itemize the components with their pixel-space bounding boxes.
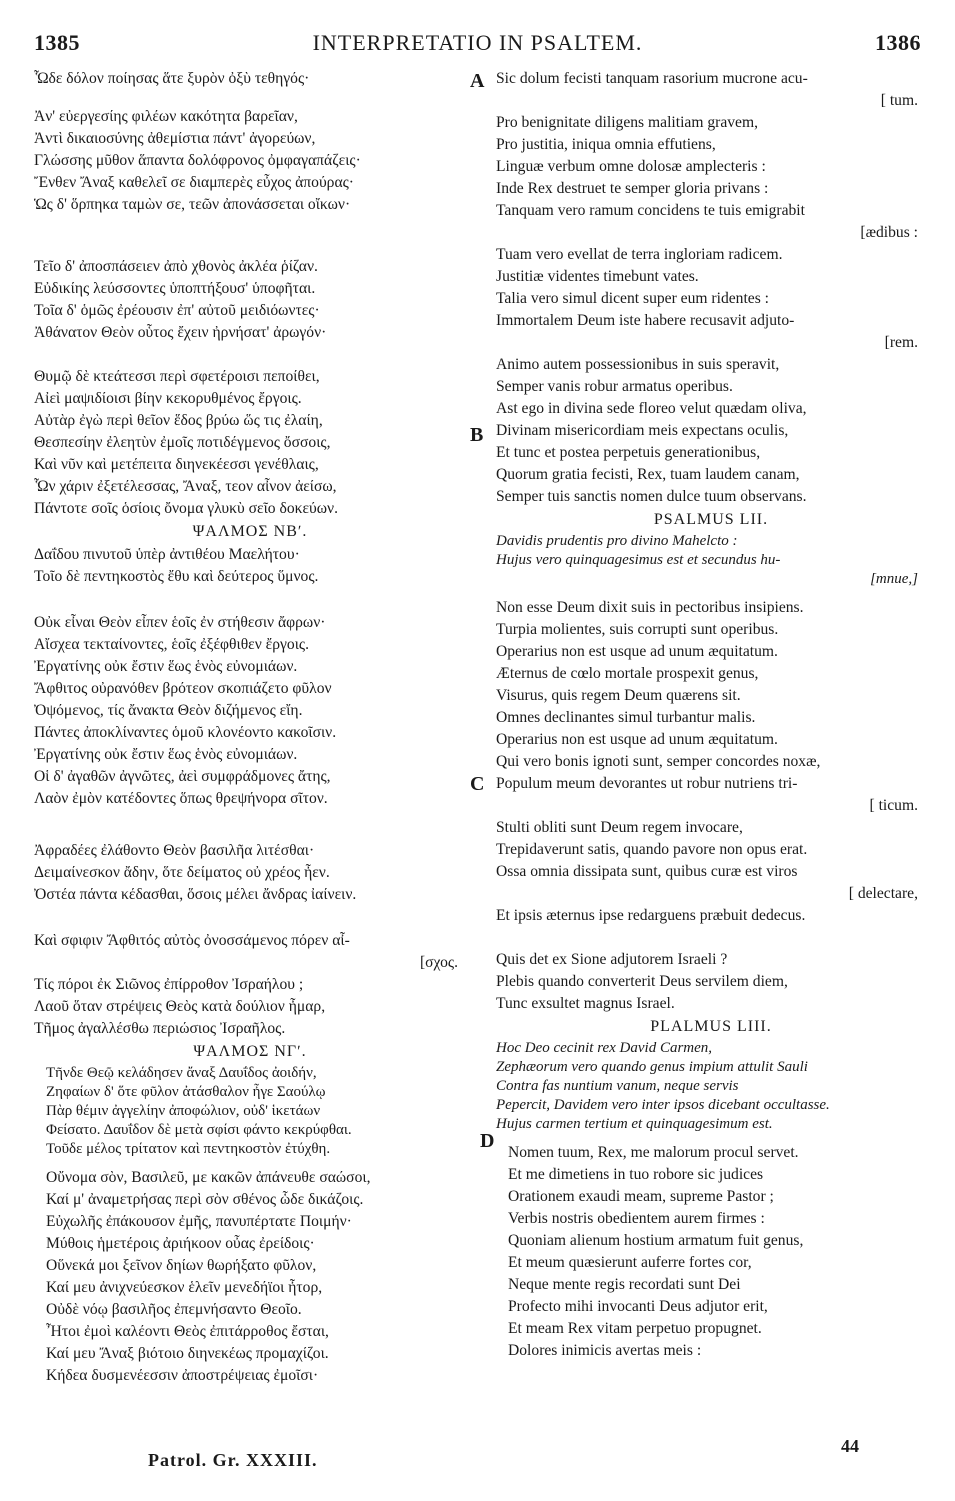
greek-block-3 xyxy=(34,256,466,344)
latin-line: [mnue,] xyxy=(870,571,918,587)
running-title: INTERPRETATIO IN PSALTEM. xyxy=(312,30,643,55)
latin-line: Tunc exsultet magnus Israel. xyxy=(496,995,675,1012)
greek-line: Καὶ σφιφιν Ἄφθιτός αὐτὸς ὀνοσσάμενος πόρεν αἶ- xyxy=(34,932,350,949)
greek-line: Τῆνδε Θεῷ κελάδησεν ἄναξ Δαυΐδος ἀοιδήν, xyxy=(46,1065,317,1081)
latin-line: Contra fas nuntium vanum, neque servis xyxy=(496,1078,739,1094)
latin-psalm-52-body-2 xyxy=(496,817,926,927)
greek-line: Αἴσχεα τεκταίνοντες, ἑοῖς ἐξέφθιθεν ἔργοις. xyxy=(34,636,309,653)
latin-line: Tuam vero evellat de terra ingloriam radicem. xyxy=(496,246,783,263)
latin-line: Immortalem Deum iste habere recusavit adjuto- xyxy=(496,312,795,329)
latin-line: Hujus vero quinquagesimus est et secundus hu- xyxy=(496,552,781,568)
greek-line: Τοῖα δ' ὁμῶς ἐρέουσιν ἐπ' αὐτοῦ μειδιόωντες· xyxy=(34,302,320,319)
greek-psalm-52-body xyxy=(34,612,466,810)
latin-line: Justitiæ videntes timebunt vates. xyxy=(496,268,699,285)
latin-line: Nomen tuum, Rex, me malorum procul servet. xyxy=(508,1144,799,1161)
latin-line: Operarius non est usque ad unum æquitatum. xyxy=(496,731,778,748)
greek-line: Τεῖο δ' ἀποσπάσειεν ἀπὸ χθονὸς ἀκλέα ῥίζαν. xyxy=(34,258,318,275)
latin-line: Quis det ex Sione adjutorem Israeli ? xyxy=(496,951,728,968)
greek-line: Φείσατο. Δαυΐδον δὲ μετὰ σφίσι φάντο κεκρύφθαι. xyxy=(46,1122,352,1138)
greek-line: Πάντοτε σοῖς ὁσίοις ὄνομα γλυκὺ σεῖο δοκεύων. xyxy=(34,500,338,517)
greek-block-2 xyxy=(34,106,466,216)
latin-line: Inde Rex destruet te semper gloria privans : xyxy=(496,180,769,197)
footer-sheet-number: 44 xyxy=(841,1436,859,1456)
greek-line: Τίς πόροι ἐκ Σιῶνος ἐπίρροθον Ἰσραήλου ; xyxy=(34,976,304,993)
latin-psalm-53-title: PLALMUS LIII. xyxy=(650,1018,772,1035)
page-number-left: 1385 xyxy=(34,30,80,55)
latin-line: Zephæorum vero quando genus impium attulit Sauli xyxy=(496,1059,808,1075)
latin-line: [ tum. xyxy=(880,92,918,109)
latin-line: Turpia molientes, suis corrupti sunt operibus. xyxy=(496,621,779,638)
greek-line: Ἔνθεν Ἄναξ καθελεῖ σε διαμπερὲς εὖχος ἀπούρας· xyxy=(34,174,354,191)
latin-line: Dolores inimicis avertas meis : xyxy=(508,1342,702,1359)
latin-line: Semper vanis robur armatus operibus. xyxy=(496,378,733,395)
greek-psalm-53-body xyxy=(34,1167,466,1387)
latin-line: Quoniam alienum hostium armatum fuit genus, xyxy=(508,1232,804,1249)
greek-line: Ζηφαίων δ' ὅτε φῦλον ἀτάσθαλον ἦγε Σαούλῳ xyxy=(46,1084,326,1100)
latin-psalm-52-title: PSALMUS LII. xyxy=(653,511,769,528)
latin-line: Et meum quæsierunt auferre fortes cor, xyxy=(508,1254,752,1271)
latin-line: Qui vero bonis ignoti sunt, semper concordes noxæ, xyxy=(496,753,821,770)
latin-line: Linguæ verbum omne dolosæ amplecteris : xyxy=(496,158,766,175)
margin-letter-d: D xyxy=(480,1130,495,1152)
margin-letter-c: C xyxy=(470,773,485,795)
greek-column xyxy=(34,68,466,1387)
latin-line: Talia vero simul dicent super eum ridentes : xyxy=(496,290,770,307)
latin-line: Animo autem possessionibus in suis speravit, xyxy=(496,356,780,373)
greek-line: Αἰεὶ μαψιδίοισι βίην κεκορυθμένος ἔργοις. xyxy=(34,390,302,407)
latin-line: Et tunc et postea perpetuis generationibus, xyxy=(496,444,761,461)
greek-line: Ἐργατίνης οὐκ ἔστιν ἕως ἑνὸς εὐνομιάων. xyxy=(34,746,298,763)
latin-block-4 xyxy=(496,354,926,508)
greek-line: Εὐδικίης λεύσσοντες ὑποπτήξουσ' ὑποφῆται. xyxy=(34,280,316,297)
latin-line: Ossa omnia dissipata sunt, quibus curæ est viros xyxy=(496,863,798,880)
latin-line: Davidis prudentis pro divino Mahelcto : xyxy=(496,533,738,549)
greek-psalm-53-title: ΨΑΛΜΟΣ ΝΓʹ. xyxy=(193,1043,307,1060)
latin-line: Pro benignitate diligens malitiam gravem, xyxy=(496,114,759,131)
running-header xyxy=(0,30,955,60)
greek-line: Τοῖο δὲ πεντηκοστὸς ἔθυ καὶ δεύτερος ὕμνος. xyxy=(34,568,319,585)
latin-column xyxy=(496,68,926,1362)
latin-psalm-52-body-3 xyxy=(496,949,926,1015)
greek-psalm-52-intro xyxy=(34,544,466,588)
latin-line: Visurus, quis regem Deum quærens sit. xyxy=(496,687,741,704)
latin-line: Trepidaverunt satis, quando pavore non opus erat. xyxy=(496,841,808,858)
greek-block-4 xyxy=(34,366,466,520)
latin-line: Verbis nostris obedientem aurem firmes : xyxy=(508,1210,765,1227)
greek-line: Θεσπεσίην ἐλεητὺν ἐμοῖς ποτιδέγμενος ὄσσοις, xyxy=(34,434,331,451)
greek-line: Τοῦδε μέλος τρίτατον καὶ πεντηκοστὸν ἐτύχθη. xyxy=(46,1141,331,1157)
latin-line: Et meam Rex vitam perpetuo propugnet. xyxy=(508,1320,762,1337)
latin-line: Hujus carmen tertium et quinquagesimum est. xyxy=(496,1116,773,1132)
latin-line: [ delectare, xyxy=(848,885,918,902)
greek-line: Ἀν' εὐεργεσίης φιλέων κακότητα βαρεῖαν, xyxy=(34,108,298,125)
greek-line: Οἱ δ' ἀγαθῶν ἀγνῶτες, ἀεὶ συμφράδμονες ἄτης, xyxy=(34,768,331,785)
latin-block-2 xyxy=(496,112,926,244)
greek-line: Ὧδε δόλον ποίησας ἅτε ξυρὸν ὀξὺ τεθηγός· xyxy=(34,70,310,87)
latin-line: Æternus de cœlo mortale prospexit genus, xyxy=(496,665,759,682)
greek-line: Ἀφραδέες ἐλάθοντο Θεὸν βασιλῆα λιτέσθαι· xyxy=(34,842,315,859)
latin-line: Quorum gratia fecisti, Rex, tuam laudem canam, xyxy=(496,466,800,483)
latin-line: Sic dolum fecisti tanquam rasorium mucrone acu- xyxy=(496,70,808,87)
greek-line: Ὧν χάριν ἐξετέλεσσας, Ἄναξ, τεον αἶνον ἀείσω, xyxy=(34,478,337,495)
greek-line: Τῆμος ἀγαλλέσθω περιώσιος Ἰσραῆλος. xyxy=(34,1020,286,1037)
latin-line: Populum meum devorantes ut robur nutriens tri- xyxy=(496,775,798,792)
greek-line: Κήδεα δυσμενέεσσιν ἀποστρέψειας ἐμοῖσι· xyxy=(46,1367,319,1384)
greek-line: Ἄφθιτος οὐρανόθεν βρότεον σκοπιάζετο φῦλον xyxy=(34,680,332,697)
greek-line: Οὔνομα σὸν, Βασιλεῦ, με κακῶν ἀπάνευθε σαώσοι, xyxy=(46,1169,371,1186)
greek-psalm-53-intro xyxy=(34,1064,466,1159)
greek-line: Καί μευ Ἄναξ βιότοιο διηνεκέως προμαχίζοι. xyxy=(46,1345,329,1362)
greek-line: Δαΐδου πινυτοῦ ὑπὲρ ἀντιθέου Μαελήτου· xyxy=(34,546,300,563)
latin-line: Divinam misericordiam meis expectans oculis, xyxy=(496,422,789,439)
latin-line: Tanquam vero ramum concidens te tuis emigrabit xyxy=(496,202,805,219)
latin-line: [ædibus : xyxy=(860,224,918,241)
latin-line: Ast ego in divina sede floreo velut quædam oliva, xyxy=(496,400,807,417)
latin-line: Pepercit, Davidem vero inter ipsos dicebant occultasse. xyxy=(496,1097,830,1113)
latin-psalm-52-intro xyxy=(496,532,926,589)
greek-line: Ἦτοι ἐμοὶ καλέοντι Θεὸς ἐπιτάρροθος ἔσται, xyxy=(46,1323,329,1340)
greek-line: Πάντες ἀποκλίναντες ὁμοῦ κλονέοντο κακοῖσιν. xyxy=(34,724,337,741)
greek-line: Καί μ' ἀναμετρήσας περὶ σὸν σθένος ὧδε δικάζοις. xyxy=(46,1191,364,1208)
page-number-right: 1386 xyxy=(875,30,921,55)
greek-line: Καί μευ ἀνιχνεύεσκον ἑλεῖν μενεδήϊοι ἦτορ, xyxy=(46,1279,323,1296)
latin-line: [ ticum. xyxy=(869,797,918,814)
latin-line: Profecto mihi invocanti Deus adjutor erit, xyxy=(508,1298,768,1315)
greek-line: Πὰρ θέμιν ἀγγελίην ἀποφώλιον, οὐδ' ἱκετάων xyxy=(46,1103,321,1119)
latin-block-3 xyxy=(496,244,926,354)
greek-line: Οὐκ εἶναι Θεὸν εἶπεν ἑοῖς ἐν στήθεσιν ἄφρων· xyxy=(34,614,326,631)
latin-line: Et me dimetiens in tuo robore sic judices xyxy=(508,1166,764,1183)
margin-letter-a: A xyxy=(470,70,485,92)
latin-psalm-53-body xyxy=(496,1142,926,1362)
greek-psalm-52-body-3 xyxy=(34,930,466,974)
greek-line: Καὶ νῦν καὶ μετέπειτα διηνεκέεσσι γενέθλαις, xyxy=(34,456,319,473)
greek-line: Ὀψόμενος, τίς ἄνακτα Θεὸν διζήμενος εἴη. xyxy=(34,702,303,719)
greek-line: Αὐτὰρ ἐγὼ περὶ θεῖον ἕδος βρύω ὥς τις ἐλαίη, xyxy=(34,412,323,429)
greek-block-1 xyxy=(34,68,466,90)
greek-line: Θυμῷ δὲ κτεάτεσσι περὶ σφετέροισι πεποίθει, xyxy=(34,368,320,385)
greek-line: Ἀντὶ δικαιοσύνης ἀθεμίστια πάντ' ἀγορεύων, xyxy=(34,130,316,147)
latin-psalm-52-body xyxy=(496,597,926,817)
greek-psalm-52-body-4 xyxy=(34,974,466,1040)
greek-line: Δειμαίνεσκον ἄδην, ὅτε δείματος οὐ χρέος ἦεν. xyxy=(34,864,330,881)
greek-line: Ἀθάνατον Θεὸν οὗτος ἔχειν ἠρνήσατ' ἀρωγόν· xyxy=(34,324,327,341)
greek-line: [σχος. xyxy=(419,954,458,971)
latin-line: Hoc Deo cecinit rex David Carmen, xyxy=(496,1040,713,1056)
greek-psalm-52-title: ΨΑΛΜΟΣ ΝΒʹ. xyxy=(192,523,308,540)
greek-line: Ἐργατίνης οὐκ ἔστιν ἕως ἑνὸς εὐνομιάων. xyxy=(34,658,298,675)
latin-line: Orationem exaudi meam, supreme Pastor ; xyxy=(508,1188,774,1205)
latin-line: Plebis quando converterit Deus servilem diem, xyxy=(496,973,788,990)
latin-line: Stulti obliti sunt Deum regem invocare, xyxy=(496,819,743,836)
greek-line: Οὐδὲ νόῳ βασιλῆος ἐπεμνήσαντο Θεοῖο. xyxy=(46,1301,302,1318)
footer-signature: Patrol. Gr. XXXIII. xyxy=(148,1450,318,1470)
greek-line: Μύθοις ἡμετέροις ἀριήκοον οὖας ἐρείδοις· xyxy=(46,1235,315,1252)
greek-line: Λαὸν ἐμὸν κατέδοντες ὅπως θρεψήνορα σῖτον. xyxy=(34,790,328,807)
latin-psalm-53-intro xyxy=(496,1039,926,1134)
latin-line: Semper tuis sanctis nomen dulce tuum observans. xyxy=(496,488,807,505)
greek-line: Ὡς δ' ὅρπηκα ταμὼν σε, τεῶν ἀπονάσσεται οἴκων· xyxy=(34,196,351,213)
latin-line: Neque mente regis recordati sunt Dei xyxy=(508,1276,741,1293)
greek-psalm-52-body-2 xyxy=(34,840,466,906)
greek-line: Λαοῦ ὅταν στρέψεις Θεὸς κατὰ δούλιον ἦμαρ, xyxy=(34,998,326,1015)
margin-letter-b: B xyxy=(470,424,484,446)
latin-line: [rem. xyxy=(884,334,918,351)
latin-line: Pro justitia, iniqua omnia effutiens, xyxy=(496,136,716,153)
latin-block-1 xyxy=(496,68,926,112)
greek-line: Γλώσσης μῦθον ἅπαντα δολόφρονος ὀμφαγαπάζεις· xyxy=(34,152,361,169)
latin-line: Omnes declinantes simul turbantur malis. xyxy=(496,709,756,726)
greek-line: Οὕνεκά μοι ξεῖνον δηίων θωρήξατο φῦλον, xyxy=(46,1257,317,1274)
latin-line: Et ipsis æternus ipse redarguens præbuit dedecus. xyxy=(496,907,806,924)
latin-line: Non esse Deum dixit suis in pectoribus insipiens. xyxy=(496,599,804,616)
greek-line: Εὐχωλῆς ἐπάκουσον ἐμῆς, πανυπέρτατε Ποιμήν· xyxy=(46,1213,352,1230)
latin-line: Operarius non est usque ad unum æquitatum. xyxy=(496,643,778,660)
greek-line: Ὀστέα πάντα κέδασθαι, ὅσοις μέλει ἄνδρας ἰαίνειν. xyxy=(34,886,357,903)
